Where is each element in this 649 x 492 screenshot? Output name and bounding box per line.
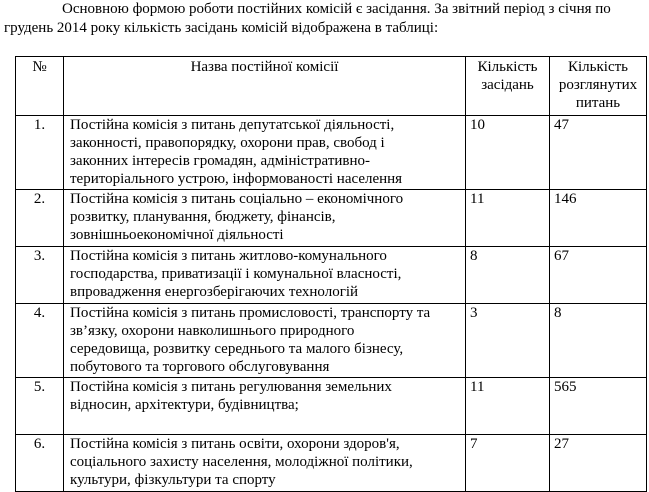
- questions-count: 27: [550, 435, 647, 492]
- commission-name: Постійна комісія з питань промисловості, транспорту та зв’язку, охорони навколишнього природного середовища, розвитку середнього та малого бізнесу, побутового та торгового обслуговування: [64, 304, 466, 378]
- intro-line-2: грудень 2014 року кількість засідань комісій відображена в таблиці:: [4, 20, 439, 36]
- row-number: 4.: [16, 304, 64, 378]
- meetings-count: 3: [466, 304, 550, 378]
- questions-count: 146: [550, 190, 647, 247]
- table-row: [16, 435, 647, 492]
- table-row: [16, 304, 647, 378]
- table-row: [16, 116, 647, 190]
- meetings-count: 10: [466, 116, 550, 190]
- commissions-table: [15, 56, 647, 492]
- row-number: 5.: [16, 378, 64, 435]
- header-number: №: [16, 57, 64, 116]
- header-commission-name: Назва постійної комісії: [64, 57, 466, 116]
- row-number: 1.: [16, 116, 64, 190]
- commission-name: Постійна комісія з питань соціально – економічного розвитку, планування, бюджету, фінансів, зовнішньоекономічної діяльності: [64, 190, 466, 247]
- row-number: 6.: [16, 435, 64, 492]
- commission-name: Постійна комісія з питань депутатської діяльності, законності, правопорядку, охорони прав, свобод і законних інтересів громадян, адміністративно- територіального устрою, інформованості населення: [64, 116, 466, 190]
- meetings-count: 7: [466, 435, 550, 492]
- table-row: [16, 378, 647, 435]
- header-questions-count: Кількість розглянутих питань: [550, 57, 647, 116]
- commission-name: Постійна комісія з питань регулювання земельних відносин, архітектури, будівництва;: [64, 378, 466, 435]
- table-row: [16, 247, 647, 304]
- table-row: [16, 190, 647, 247]
- header-meetings-count: Кількість засідань: [466, 57, 550, 116]
- questions-count: 67: [550, 247, 647, 304]
- meetings-count: 11: [466, 378, 550, 435]
- commission-name: Постійна комісія з питань житлово-комунального господарства, приватизації і комунальної власності, впровадження енергозберігаючих технологій: [64, 247, 466, 304]
- intro-paragraph: [4, 0, 647, 38]
- commission-name: Постійна комісія з питань освіти, охорони здоров'я, соціального захисту населення, молодіжної політики, культури, фізкультури та спорту: [64, 435, 466, 492]
- meetings-count: 11: [466, 190, 550, 247]
- intro-line-1: Основною формою роботи постійних комісій є засідання. За звітний період з січня по: [62, 1, 611, 17]
- questions-count: 47: [550, 116, 647, 190]
- questions-count: 8: [550, 304, 647, 378]
- meetings-count: 8: [466, 247, 550, 304]
- questions-count: 565: [550, 378, 647, 435]
- table-header-row: [16, 57, 647, 116]
- row-number: 3.: [16, 247, 64, 304]
- row-number: 2.: [16, 190, 64, 247]
